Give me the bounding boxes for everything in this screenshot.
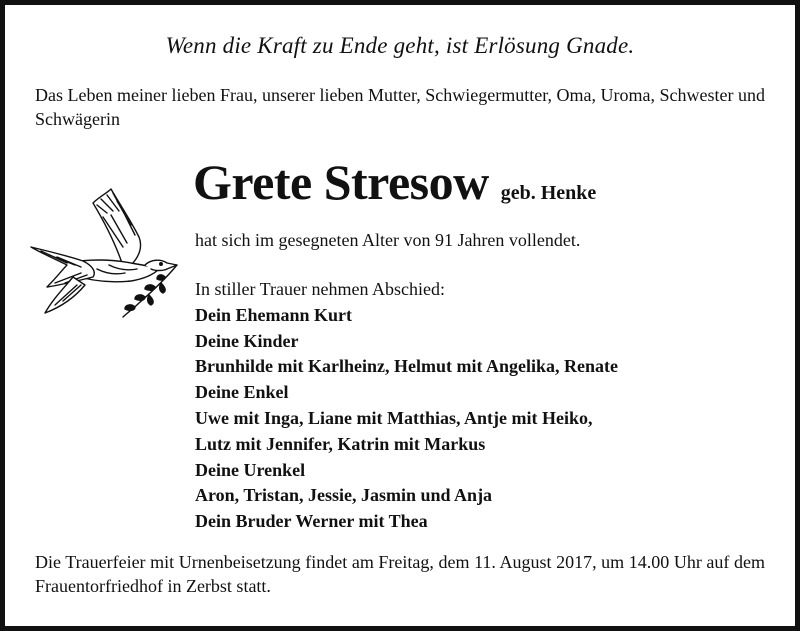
mourner-line: Dein Bruder Werner mit Thea: [195, 511, 428, 532]
deceased-name-row: [193, 153, 596, 211]
mourner-line: Deine Kinder: [195, 330, 299, 351]
mourner-line: Brunhilde mit Karlheinz, Helmut mit Angelika, Renate: [195, 356, 618, 377]
mourner-line: Lutz mit Jennifer, Katrin mit Markus: [195, 433, 486, 454]
mourner-line: Aron, Tristan, Jessie, Jasmin und Anja: [195, 485, 493, 506]
mourner-line: Deine Enkel: [195, 382, 289, 403]
age-statement: hat sich im gesegneten Alter von 91 Jahren vollendet.: [195, 230, 581, 250]
dove-icon: [27, 185, 182, 320]
mourner-line: Dein Ehemann Kurt: [195, 304, 353, 325]
funeral-details: Die Trauerfeier mit Urnenbeisetzung findet am Freitag, dem 11. August 2017, um 14.00 Uhr auf dem Frauentorfriedhof in Zerbst statt.: [35, 552, 765, 596]
motto-line: Wenn die Kraft zu Ende geht, ist Erlösung Gnade.: [165, 33, 635, 58]
mourners-lead: In stiller Trauer nehmen Abschied:: [195, 279, 445, 299]
maiden-name: geb. Henke: [500, 182, 597, 204]
mourner-line: Deine Urenkel: [195, 459, 306, 480]
mourners-list: [195, 277, 618, 535]
deceased-name: Grete Stresow: [193, 154, 489, 210]
intro-text: Das Leben meiner lieben Frau, unserer lieben Mutter, Schwiegermutter, Oma, Uroma, Schwester und Schwägerin: [35, 85, 765, 129]
mourner-line: Uwe mit Inga, Liane mit Matthias, Antje mit Heiko,: [195, 407, 593, 428]
